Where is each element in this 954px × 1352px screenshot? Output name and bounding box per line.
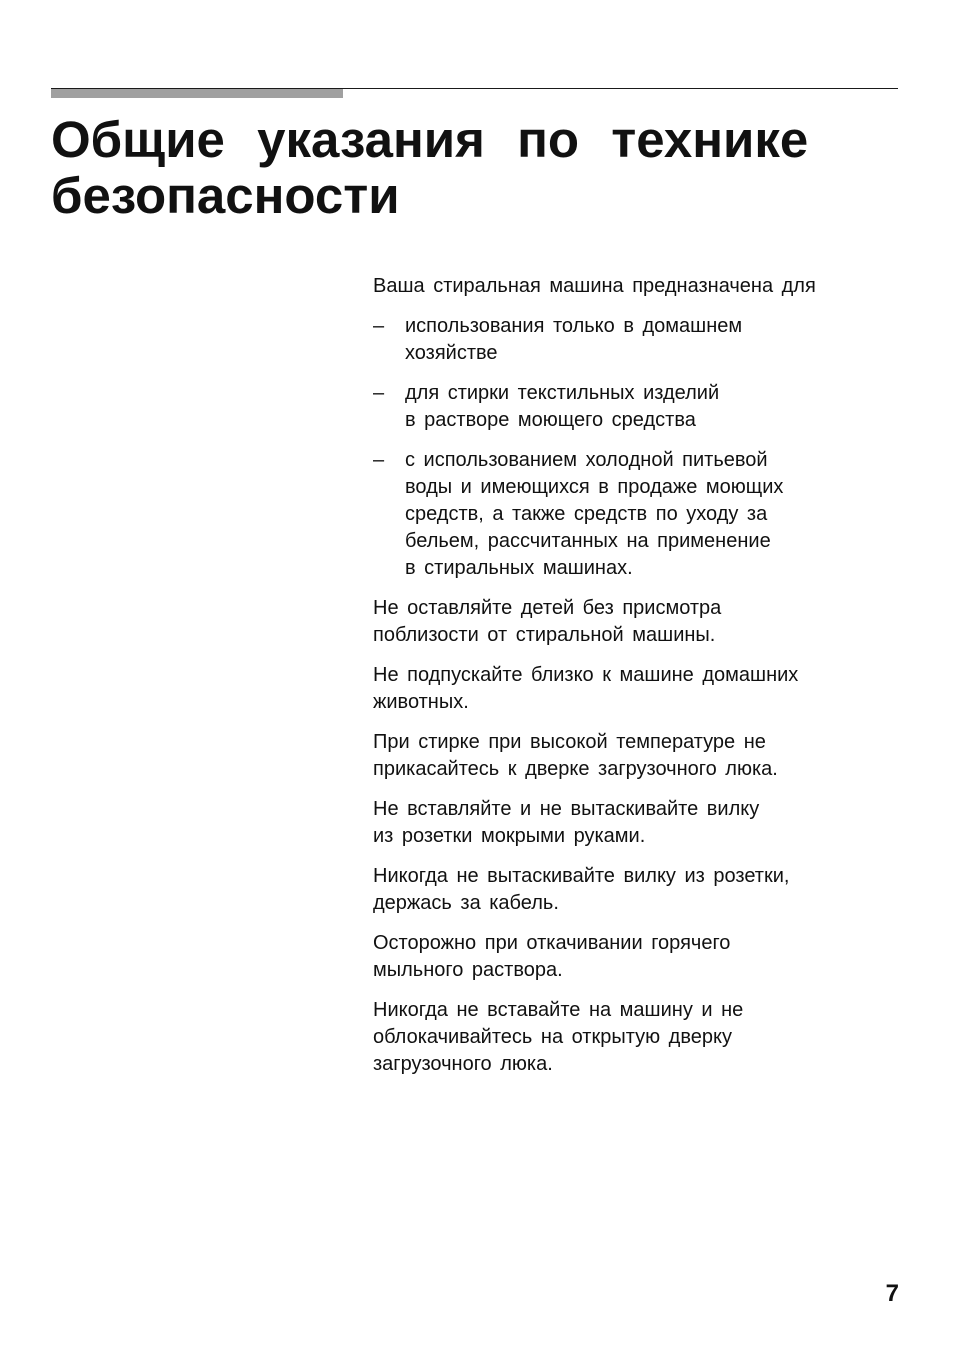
page-number: 7 — [885, 1280, 899, 1307]
list-item-line: средств, а также средств по уходу за — [405, 503, 768, 525]
warning-line: из розетки мокрыми руками. — [373, 825, 646, 847]
page-title-line-1: Общие указания по технике — [51, 111, 809, 168]
warning-paragraph — [373, 930, 903, 984]
warning-line: держась за кабель. — [373, 892, 559, 914]
warning-paragraph — [373, 863, 903, 917]
list-item — [373, 447, 903, 582]
page-title — [51, 112, 901, 224]
list-item-line: бельем, рассчитанных на применение — [405, 530, 771, 552]
warning-line: животных. — [373, 691, 469, 713]
warning-line: Не вставляйте и не вытаскивайте вилку — [373, 798, 760, 820]
intro-paragraph: Ваша стиральная машина предназначена для — [373, 275, 816, 297]
warning-line: мыльного раствора. — [373, 959, 563, 981]
safety-content — [373, 273, 903, 1091]
warning-line: Не оставляйте детей без присмотра — [373, 597, 722, 619]
list-item — [373, 380, 903, 434]
warning-paragraph — [373, 662, 903, 716]
list-item-line: в растворе моющего средства — [405, 409, 696, 431]
warning-line: прикасайтесь к дверке загрузочного люка. — [373, 758, 778, 780]
list-dash: – — [373, 449, 385, 471]
warning-paragraph — [373, 997, 903, 1078]
warning-line: облокачивайтесь на открытую дверку — [373, 1026, 732, 1048]
warning-line: Осторожно при откачивании горячего — [373, 932, 731, 954]
warning-line: загрузочного люка. — [373, 1053, 553, 1075]
list-dash: – — [373, 382, 385, 404]
list-item-line: воды и имеющихся в продаже моющих — [405, 476, 784, 498]
list-item-line: для стирки текстильных изделий — [405, 382, 720, 404]
list-item-line: с использованием холодной питьевой — [405, 449, 768, 471]
warning-paragraph — [373, 595, 903, 649]
warning-paragraph — [373, 796, 903, 850]
header-accent-bar — [51, 89, 343, 98]
list-item-line: хозяйстве — [405, 342, 498, 364]
list-item — [373, 313, 903, 367]
warning-paragraph — [373, 729, 903, 783]
list-item-line: использования только в домашнем — [405, 315, 743, 337]
page-title-line-2: безопасности — [51, 167, 400, 224]
warning-line: поблизости от стиральной машины. — [373, 624, 716, 646]
warning-line: Никогда не вставайте на машину и не — [373, 999, 744, 1021]
list-item-line: в стиральных машинах. — [405, 557, 633, 579]
list-dash: – — [373, 315, 385, 337]
warning-line: При стирке при высокой температуре не — [373, 731, 766, 753]
warning-line: Не подпускайте близко к машине домашних — [373, 664, 799, 686]
warning-line: Никогда не вытаскивайте вилку из розетки, — [373, 865, 790, 887]
